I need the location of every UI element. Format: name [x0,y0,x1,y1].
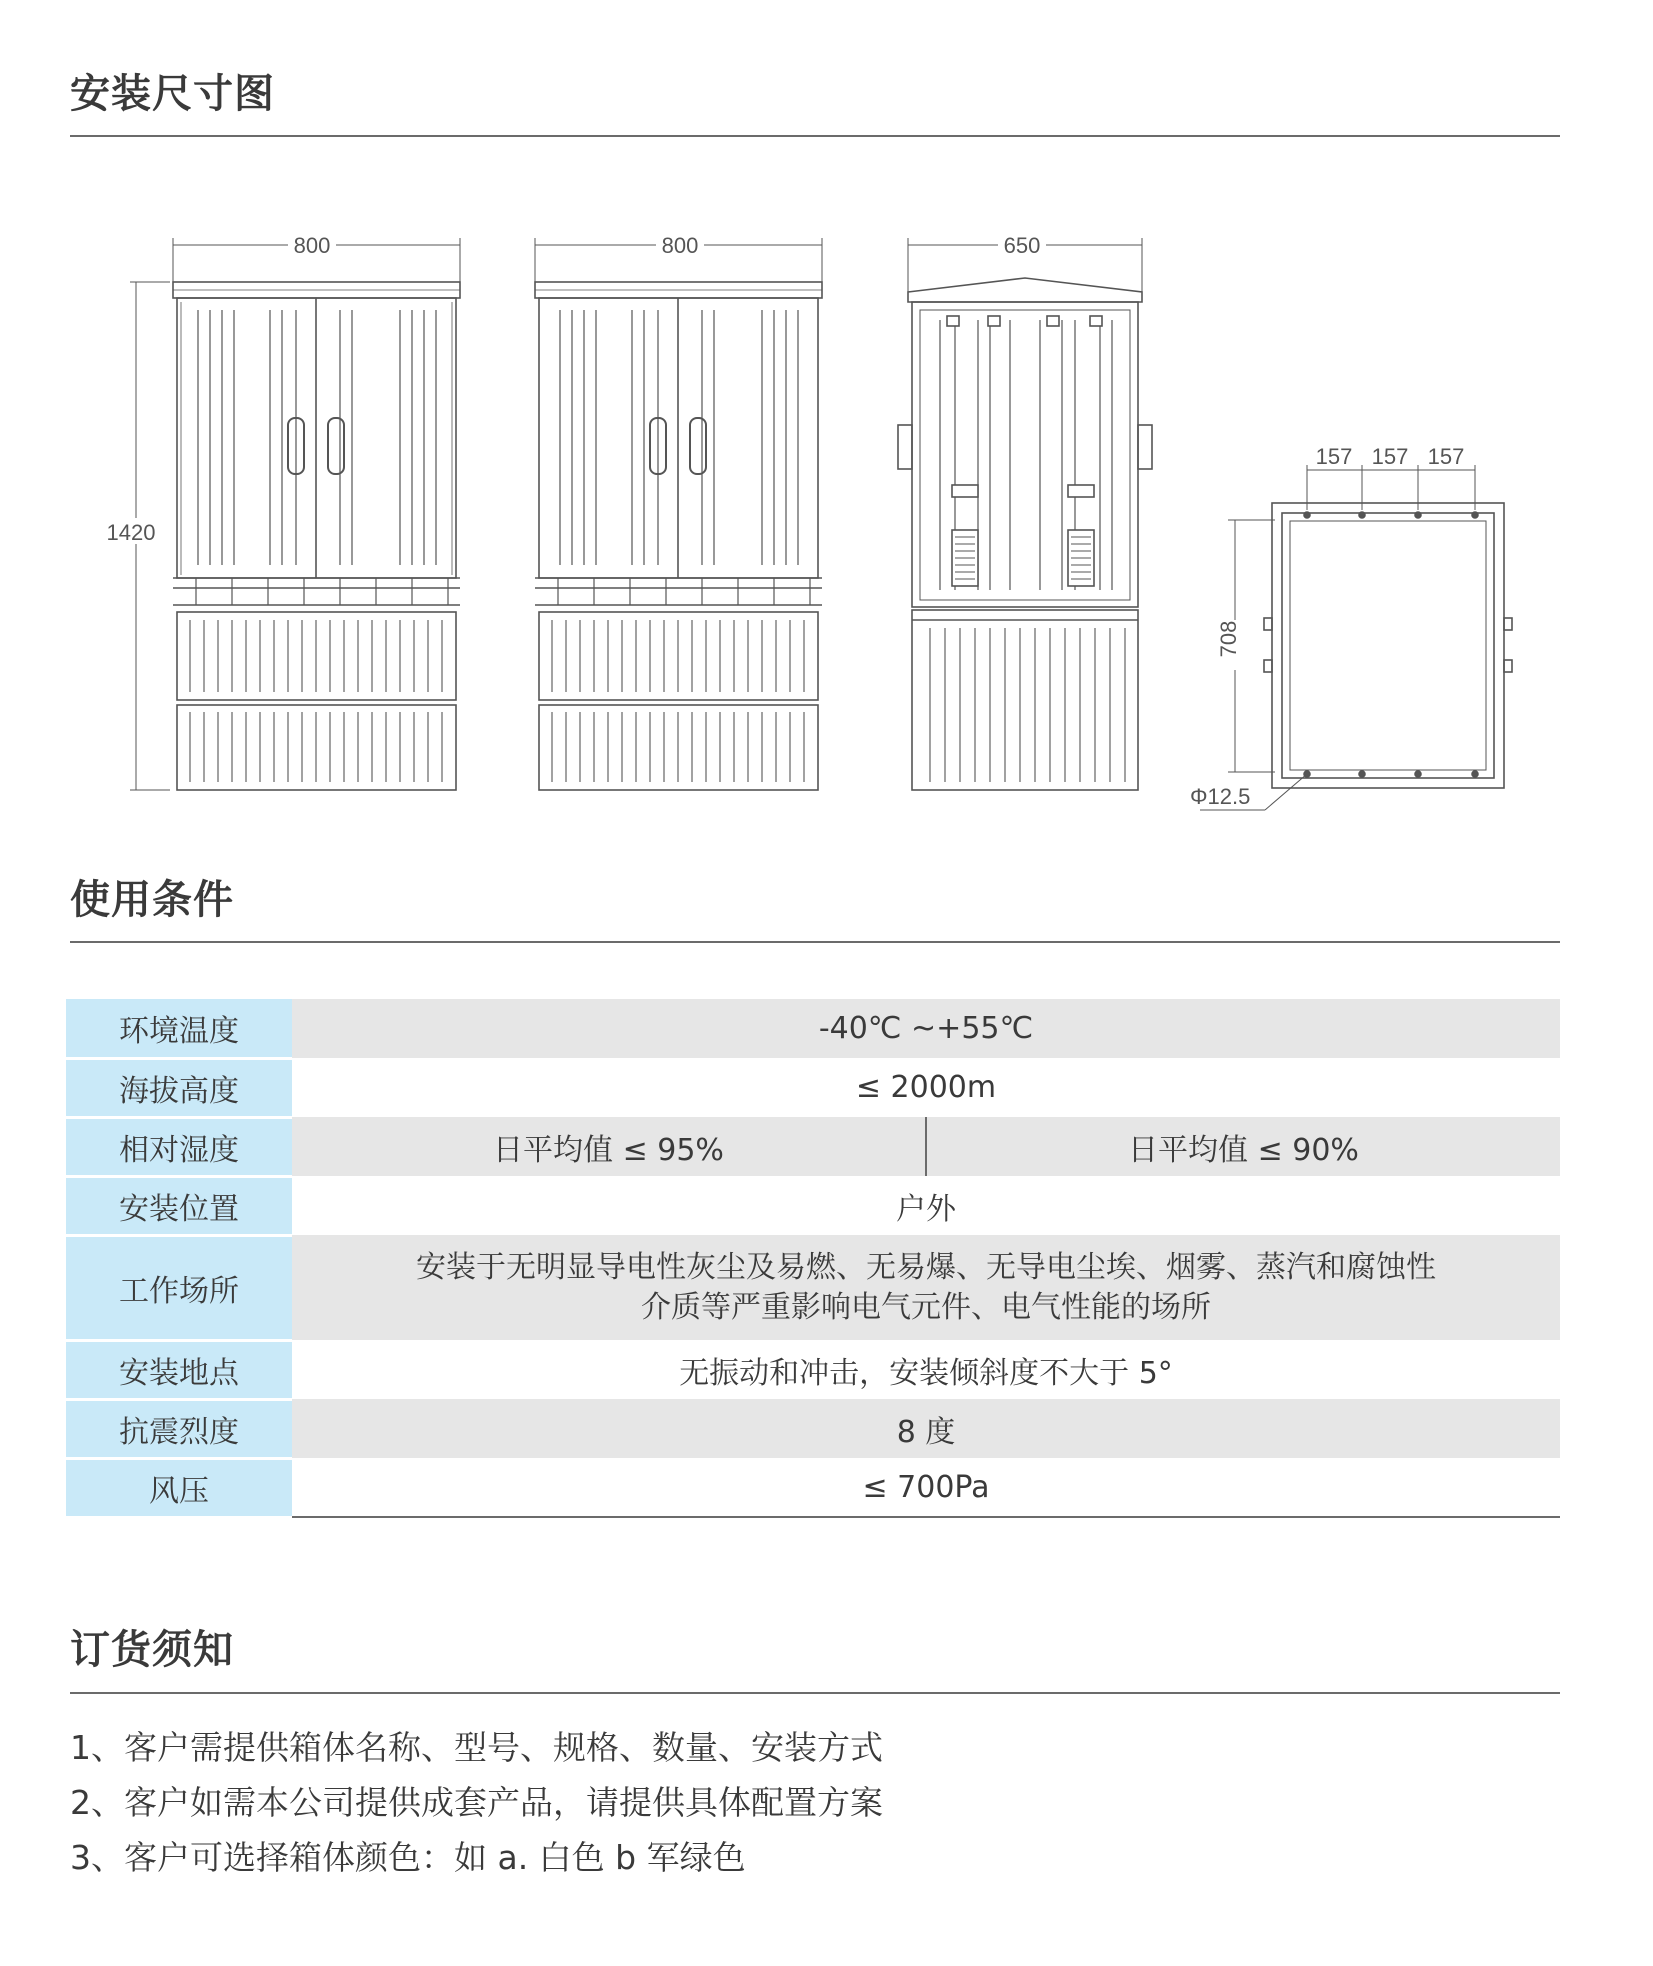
list-item: 1、客户需提供箱体名称、型号、规格、数量、安装方式 [70,1728,883,1767]
section-title-ordering: 订货须知 [70,1627,234,1673]
row-label: 海拔高度 [66,1058,292,1117]
side-view [898,238,1152,790]
row-value-left: 日平均值 ≤ 95% [292,1117,926,1176]
row-label: 安装地点 [66,1340,292,1399]
table-row [66,1340,1560,1399]
installation-drawings [0,0,1653,830]
dim-front2-width: 800 [661,233,699,258]
table-row [66,1458,1560,1517]
dim-side-width: 650 [1003,233,1041,258]
row-value: 8 度 [292,1399,1560,1458]
row-value-right: 日平均值 ≤ 90% [926,1117,1560,1176]
row-value-line-1: 安装于无明显导电性灰尘及易燃、无易爆、无导电尘埃、烟雾、蒸汽和腐蚀性 [416,1249,1436,1285]
table-row [66,1176,1560,1235]
list-item: 2、客户如需本公司提供成套产品，请提供具体配置方案 [70,1783,883,1822]
row-label: 风压 [66,1458,292,1517]
row-label: 抗震烈度 [66,1399,292,1458]
dim-front-width: 800 [293,233,331,258]
row-value: 户外 [292,1176,1560,1235]
dim-hole-diameter: Φ12.5 [1190,784,1251,809]
table-row [66,1058,1560,1117]
table-row [66,1399,1560,1458]
row-value: -40℃ ~+55℃ [292,999,1560,1058]
dim-base-spacing-1: 157 [1315,444,1353,469]
section-title-conditions: 使用条件 [70,877,234,923]
table-row [66,1235,1560,1340]
table-row [66,999,1560,1058]
row-value: ≤ 700Pa [292,1458,1560,1517]
row-value: ≤ 2000m [292,1058,1560,1117]
list-item: 3、客户可选择箱体颜色：如 a. 白色 b 军绿色 [70,1838,746,1877]
divider [70,941,1560,943]
dim-base-spacing-2: 157 [1371,444,1409,469]
row-label: 工作场所 [66,1235,292,1340]
divider [70,1692,1560,1694]
row-label: 安装位置 [66,1176,292,1235]
front-view-1 [130,238,460,790]
row-label: 环境温度 [66,999,292,1058]
row-value [292,1235,1560,1340]
dim-base-depth: 708 [1216,620,1241,658]
dim-height: 1420 [106,520,156,545]
ordering-notes [70,1720,883,1885]
row-value-line-2: 介质等严重影响电气元件、电气性能的场所 [641,1289,1211,1325]
dim-base-spacing-3: 157 [1427,444,1465,469]
front-view-2 [535,238,822,790]
section-title-install: 安装尺寸图 [70,71,275,117]
row-label: 相对湿度 [66,1117,292,1176]
row-value: 无振动和冲击，安装倾斜度不大于 5° [292,1340,1560,1399]
conditions-table [66,999,1560,1519]
table-row [66,1117,1560,1176]
